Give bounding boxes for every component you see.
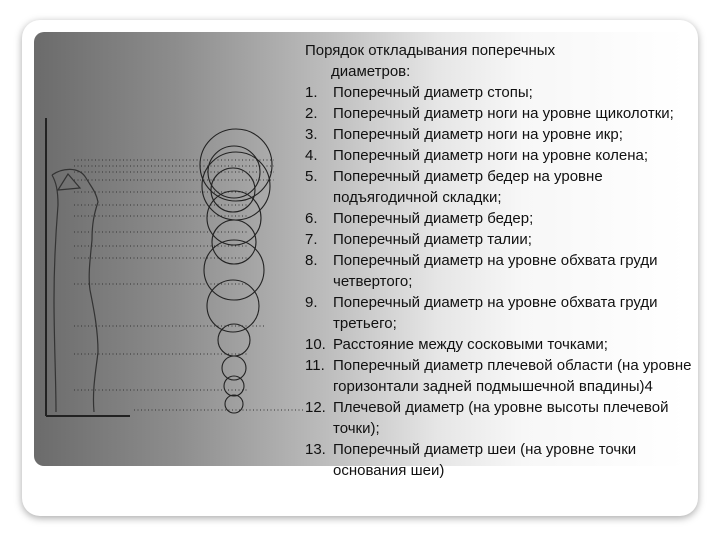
list-item-number: 3. (305, 126, 318, 143)
diameter-diagram (34, 90, 324, 450)
list-item-text: Поперечный диаметр на уровне обхвата груди четвертого; (333, 252, 658, 290)
list-item (305, 229, 700, 250)
list-item (305, 439, 700, 481)
diameter-order-list (305, 82, 700, 481)
diameter-circle (212, 220, 256, 264)
list-item-number: 10. (305, 336, 326, 353)
list-item (305, 145, 700, 166)
list-item-number: 4. (305, 147, 318, 164)
heading-line-1: Порядок откладывания поперечных (305, 42, 556, 59)
slide-text (305, 40, 700, 481)
list-item-number: 9. (305, 294, 318, 311)
list-item-number: 2. (305, 105, 318, 122)
list-item-number: 5. (305, 168, 318, 185)
list-item (305, 292, 700, 334)
list-item-number: 13. (305, 441, 326, 458)
diameter-circle (225, 395, 243, 413)
diameter-circle (218, 324, 250, 356)
diameter-diagram-svg (34, 90, 324, 450)
list-item-text: Поперечный диаметр ноги на уровне колена; (333, 147, 649, 164)
list-item-text: Поперечный диаметр талии; (333, 231, 532, 248)
list-item-number: 8. (305, 252, 318, 269)
diameter-circle (211, 168, 255, 212)
diameter-circle (207, 191, 261, 245)
list-item-text: Поперечный диаметр на уровне обхвата груди третьего; (333, 294, 658, 332)
list-item (305, 355, 700, 397)
list-item-text: Поперечный диаметр бедер; (333, 210, 534, 227)
slide-heading (305, 40, 700, 82)
list-item-number: 6. (305, 210, 318, 227)
diameter-circle (208, 146, 260, 198)
list-item (305, 166, 700, 208)
list-item (305, 82, 700, 103)
list-item-number: 11. (305, 357, 325, 374)
list-item-text: Плечевой диаметр (на уровне высоты плечевой точки); (333, 399, 669, 437)
list-item (305, 124, 700, 145)
heading-line-2: диаметров: (331, 63, 411, 80)
head-shape (58, 174, 80, 190)
list-item (305, 334, 700, 355)
list-item (305, 208, 700, 229)
body-silhouette (52, 169, 98, 412)
list-item-text: Расстояние между сосковыми точками; (333, 336, 608, 353)
list-item-text: Поперечный диаметр бедер на уровне подъягодичной складки; (333, 168, 603, 206)
list-item-text: Поперечный диаметр ноги на уровне икр; (333, 126, 623, 143)
list-item-text: Поперечный диаметр стопы; (333, 84, 533, 101)
diameter-circle (204, 240, 264, 300)
list-item (305, 397, 700, 439)
list-item-number: 12. (305, 399, 326, 416)
list-item-text: Поперечный диаметр ноги на уровне щиколотки; (333, 105, 674, 122)
diameter-circle (224, 376, 244, 396)
list-item (305, 250, 700, 292)
list-item-text: Поперечный диаметр плечевой области (на уровне горизонтали задней подмышечной впадины)4 (333, 357, 692, 395)
diameter-lines (74, 160, 304, 410)
list-item (305, 103, 700, 124)
list-item-text: Поперечный диаметр шеи (на уровне точки основания шеи) (333, 441, 637, 479)
list-item-number: 1. (305, 84, 318, 101)
list-item-number: 7. (305, 231, 318, 248)
